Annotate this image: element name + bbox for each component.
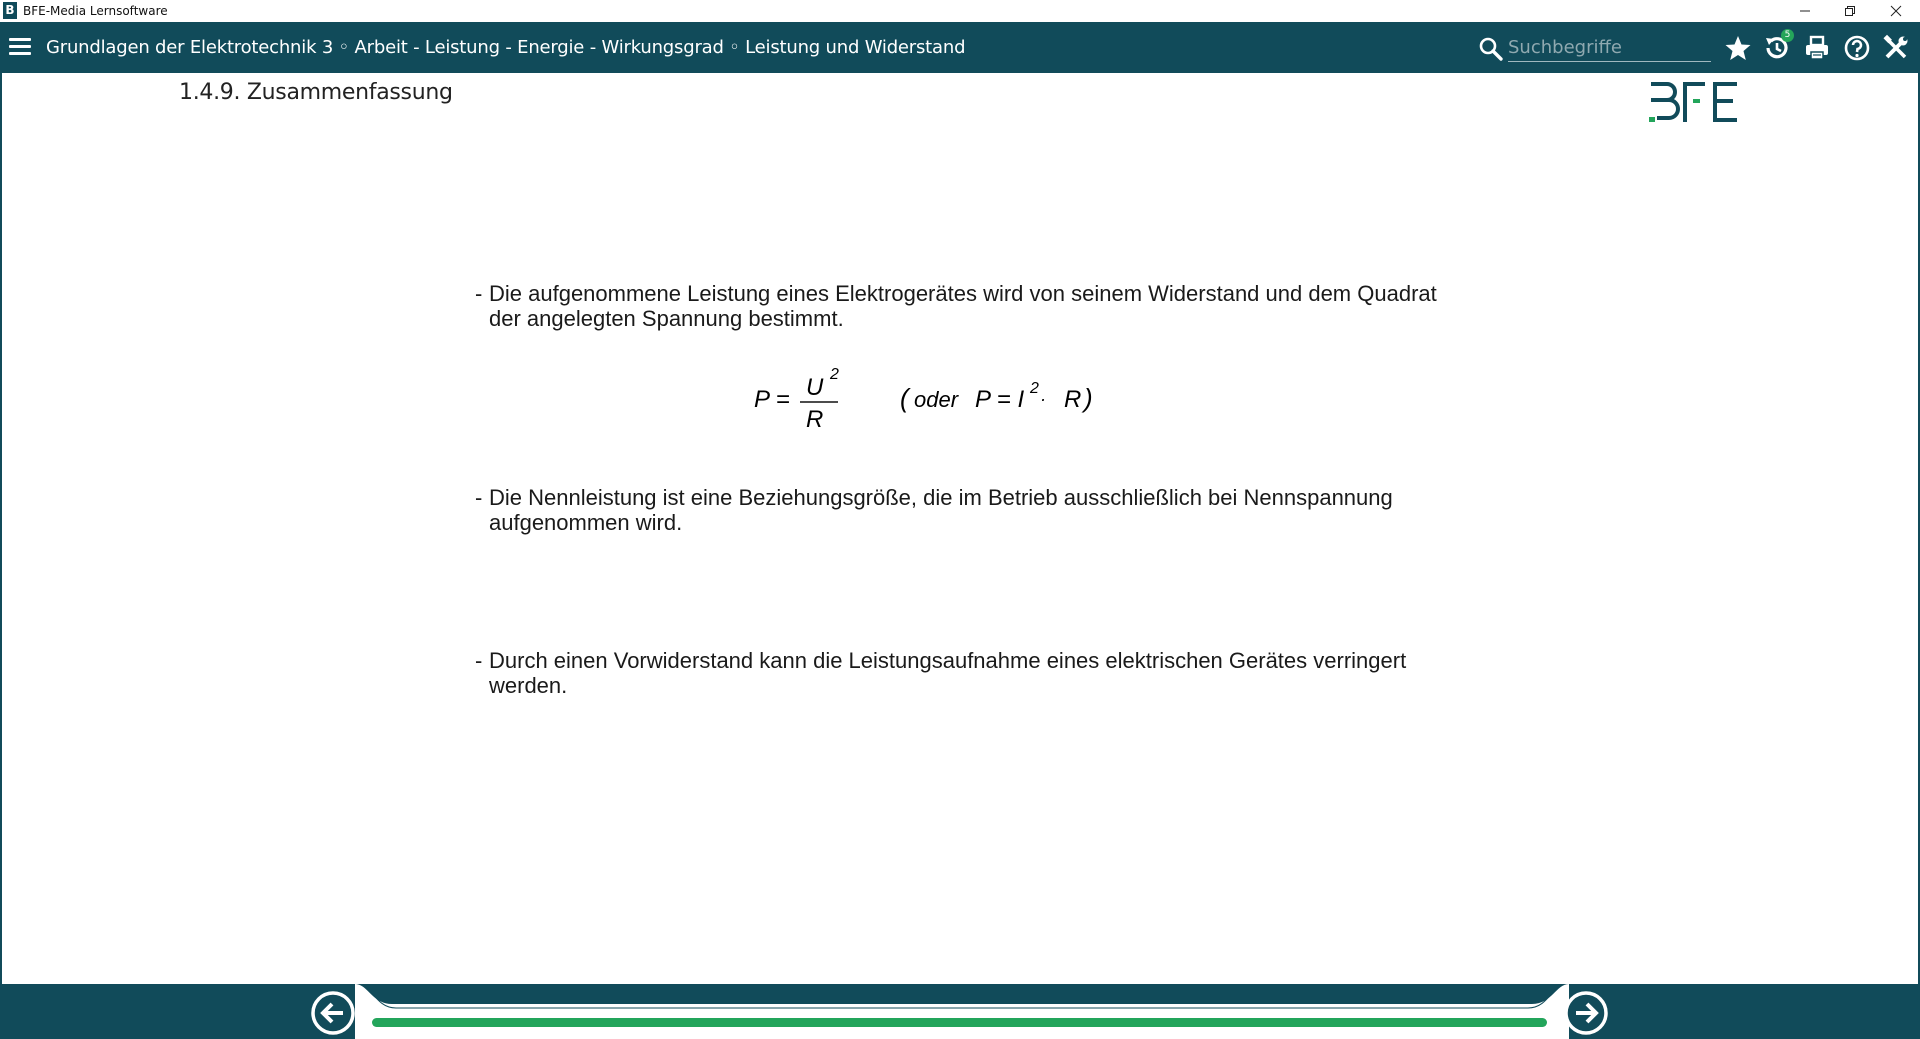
formula-numerator: U <box>806 374 824 401</box>
summary-line: der angelegten Spannung bestimmt. <box>489 306 844 331</box>
summary-line: Die aufgenommene Leistung eines Elektrogerätes wird von seinem Widerstand und dem Quadrat <box>489 281 1437 306</box>
app-icon: B <box>3 2 17 19</box>
arrow-right-circle-icon <box>1563 990 1609 1036</box>
minimize-button[interactable] <box>1782 0 1828 22</box>
formula-exponent: 2 <box>830 366 839 383</box>
formula-lhs: P = <box>754 386 790 413</box>
help-button[interactable] <box>1842 33 1872 63</box>
bottom-navigation <box>0 984 1920 1039</box>
print-icon <box>1803 34 1831 62</box>
breadcrumb: Grundlagen der Elektrotechnik 3 ◦ Arbeit - Leistung - Energie - Wirkungsgrad ◦ Leistung und Widerstand <box>46 37 966 58</box>
summary-line: werden. <box>489 673 568 698</box>
content-panel <box>0 73 1920 984</box>
window-title: BFE-Media Lernsoftware <box>23 4 168 18</box>
search-icon[interactable] <box>1478 36 1504 62</box>
bfe-logo <box>1647 81 1741 125</box>
chapter-progress-bar <box>369 1015 1550 1030</box>
summary-point-1 <box>475 281 1485 331</box>
formula-lhs: P = I <box>975 386 1025 413</box>
window-titlebar <box>0 0 1920 22</box>
summary-line: aufgenommen wird. <box>489 510 683 535</box>
section-title: 1.4.9. Zusammenfassung <box>179 80 453 105</box>
formula-dot: · <box>1040 389 1046 409</box>
tools-button[interactable] <box>1881 33 1911 63</box>
tools-icon <box>1882 34 1910 62</box>
star-icon <box>1724 34 1752 62</box>
close-icon <box>1890 5 1902 17</box>
print-button[interactable] <box>1802 33 1832 63</box>
bullet-dash: - <box>475 281 483 306</box>
formula-exponent: 2 <box>1030 380 1039 397</box>
formula-open-paren: ( <box>900 383 909 413</box>
summary-line: Die Nennleistung ist eine Beziehungsgröße, die im Betrieb ausschließlich bei Nennspannung <box>489 485 1393 510</box>
summary-point-3 <box>475 648 1485 698</box>
bullet-dash: - <box>475 485 483 510</box>
minimize-icon <box>1799 5 1811 17</box>
menu-icon[interactable] <box>9 37 31 57</box>
close-button[interactable] <box>1873 0 1919 22</box>
summary-point-2 <box>475 485 1485 535</box>
nav-track-shape <box>0 984 1920 1039</box>
restore-icon <box>1844 5 1856 17</box>
formula-power-voltage <box>754 359 894 429</box>
next-page-button[interactable] <box>1563 990 1609 1036</box>
summary-line: Durch einen Vorwiderstand kann die Leistungsaufnahme eines elektrischen Gerätes verringert <box>489 648 1407 673</box>
formula-word: oder <box>914 387 959 412</box>
formula-power-current <box>899 359 1099 429</box>
formula-rhs: R <box>1064 386 1082 413</box>
app-header <box>0 22 1920 73</box>
favorites-button[interactable] <box>1723 33 1753 63</box>
restore-button[interactable] <box>1827 0 1873 22</box>
history-badge: 5 <box>1781 29 1794 42</box>
help-icon <box>1843 34 1871 62</box>
formula-close-paren: ) <box>1084 383 1093 413</box>
arrow-left-circle-icon <box>310 990 356 1036</box>
formula-denominator: R <box>806 406 824 429</box>
bullet-dash: - <box>475 648 483 673</box>
previous-page-button[interactable] <box>310 990 356 1036</box>
progress-fill <box>372 1018 1547 1027</box>
search-input[interactable] <box>1508 34 1711 62</box>
